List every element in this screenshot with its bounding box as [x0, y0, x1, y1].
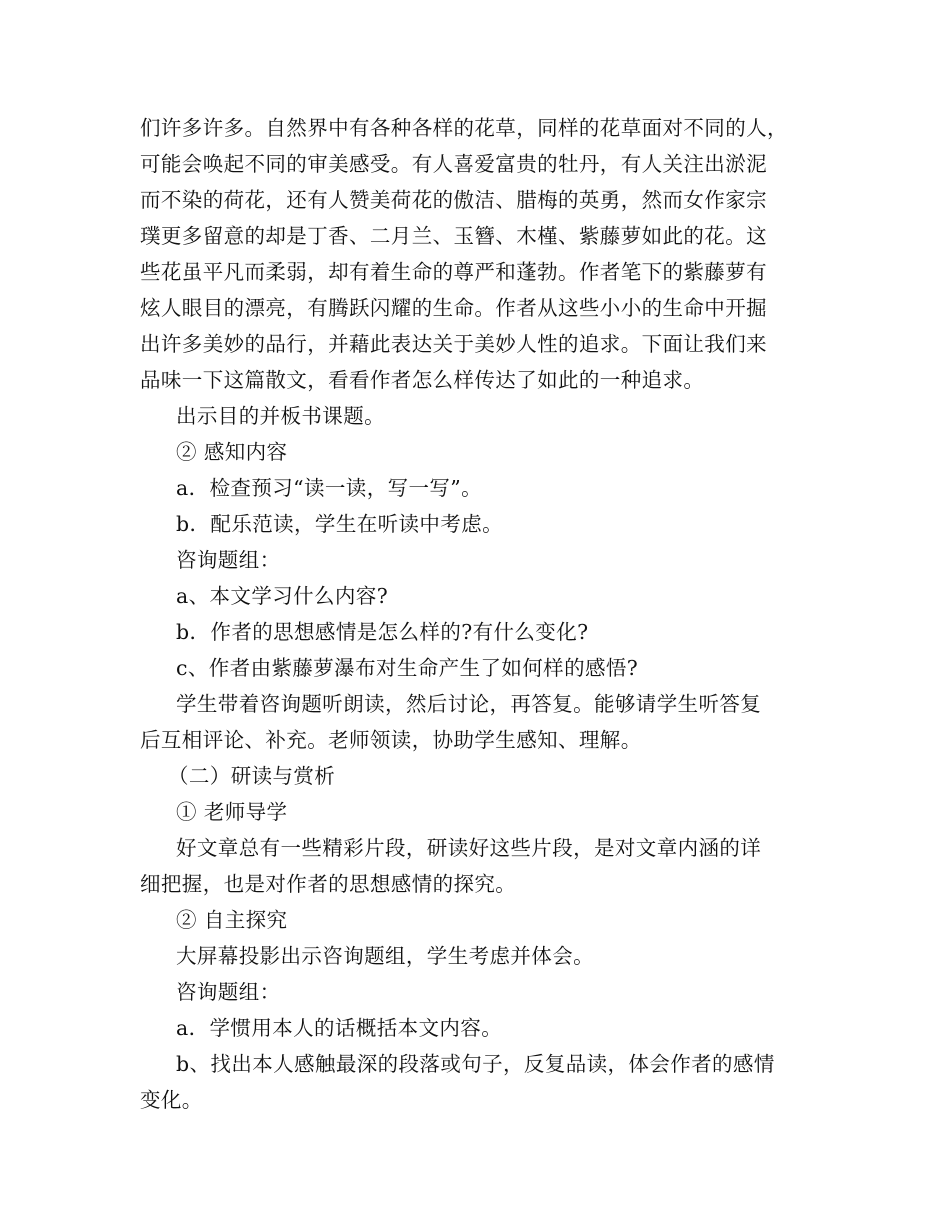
list-item: a．检查预习“读一读，写一写”。 — [176, 476, 483, 500]
text-line: 们许多许多。自然界中有各种各样的花草，同样的花草面对不同的人， — [140, 116, 788, 140]
list-item: a．学惯用本人的话概括本文内容。 — [176, 1016, 503, 1040]
section-heading: ② 感知内容 — [176, 440, 288, 464]
text-line: 出许多美妙的品行，并藉此表达关于美妙人性的追求。下面让我们来 — [140, 332, 767, 356]
text-line: 变化。 — [140, 1088, 203, 1112]
text-line: 品味一下这篇散文，看看作者怎么样传达了如此的一种追求。 — [140, 368, 705, 392]
list-item: b．配乐范读，学生在听读中考虑。 — [176, 512, 504, 536]
text-line: 而不染的荷花，还有人赞美荷花的傲洁、腊梅的英勇，然而女作家宗 — [140, 188, 767, 212]
text-line: 炫人眼目的漂亮，有腾跃闪耀的生命。作者从这些小小的生命中开掘 — [140, 296, 767, 320]
text-line: 璞更多留意的却是丁香、二月兰、玉簪、木槿、紫藤萝如此的花。这 — [140, 224, 767, 248]
body-text — [140, 110, 820, 1118]
text-line: 后互相评论、补充。老师领读，协助学生感知、理解。 — [140, 728, 642, 752]
text-line: 学生带着咨询题听朗读，然后讨论，再答复。能够请学生听答复 — [176, 692, 762, 716]
text-line: 出示目的并板书课题。 — [176, 404, 385, 428]
list-item: b、找出本人感触最深的段落或句子，反复品读，体会作者的感情 — [176, 1052, 775, 1076]
text-line: 大屏幕投影出示咨询题组，学生考虑并体会。 — [176, 944, 594, 968]
text-line: 细把握，也是对作者的思想感情的探究。 — [140, 872, 517, 896]
text-line: 可能会唤起不同的审美感受。有人喜爱富贵的牡丹，有人关注出淤泥 — [140, 152, 767, 176]
question-group-label: 咨询题组： — [176, 548, 281, 572]
list-item: a、本文学习什么内容? — [176, 584, 389, 608]
question-group-label: 咨询题组： — [176, 980, 281, 1004]
section-heading: （二）研读与赏析 — [168, 764, 336, 788]
list-item: c、作者由紫藤萝瀑布对生命产生了如何样的感悟? — [176, 656, 639, 680]
list-item: b．作者的思想感情是怎么样的?有什么变化? — [176, 620, 589, 644]
text-line: 些花虽平凡而柔弱，却有着生命的尊严和蓬勃。作者笔下的紫藤萝有 — [140, 260, 767, 284]
section-heading: ② 自主探究 — [176, 908, 288, 932]
text-line: 好文章总有一些精彩片段，研读好这些片段，是对文章内涵的详 — [176, 836, 762, 860]
section-heading: ① 老师导学 — [176, 800, 288, 824]
